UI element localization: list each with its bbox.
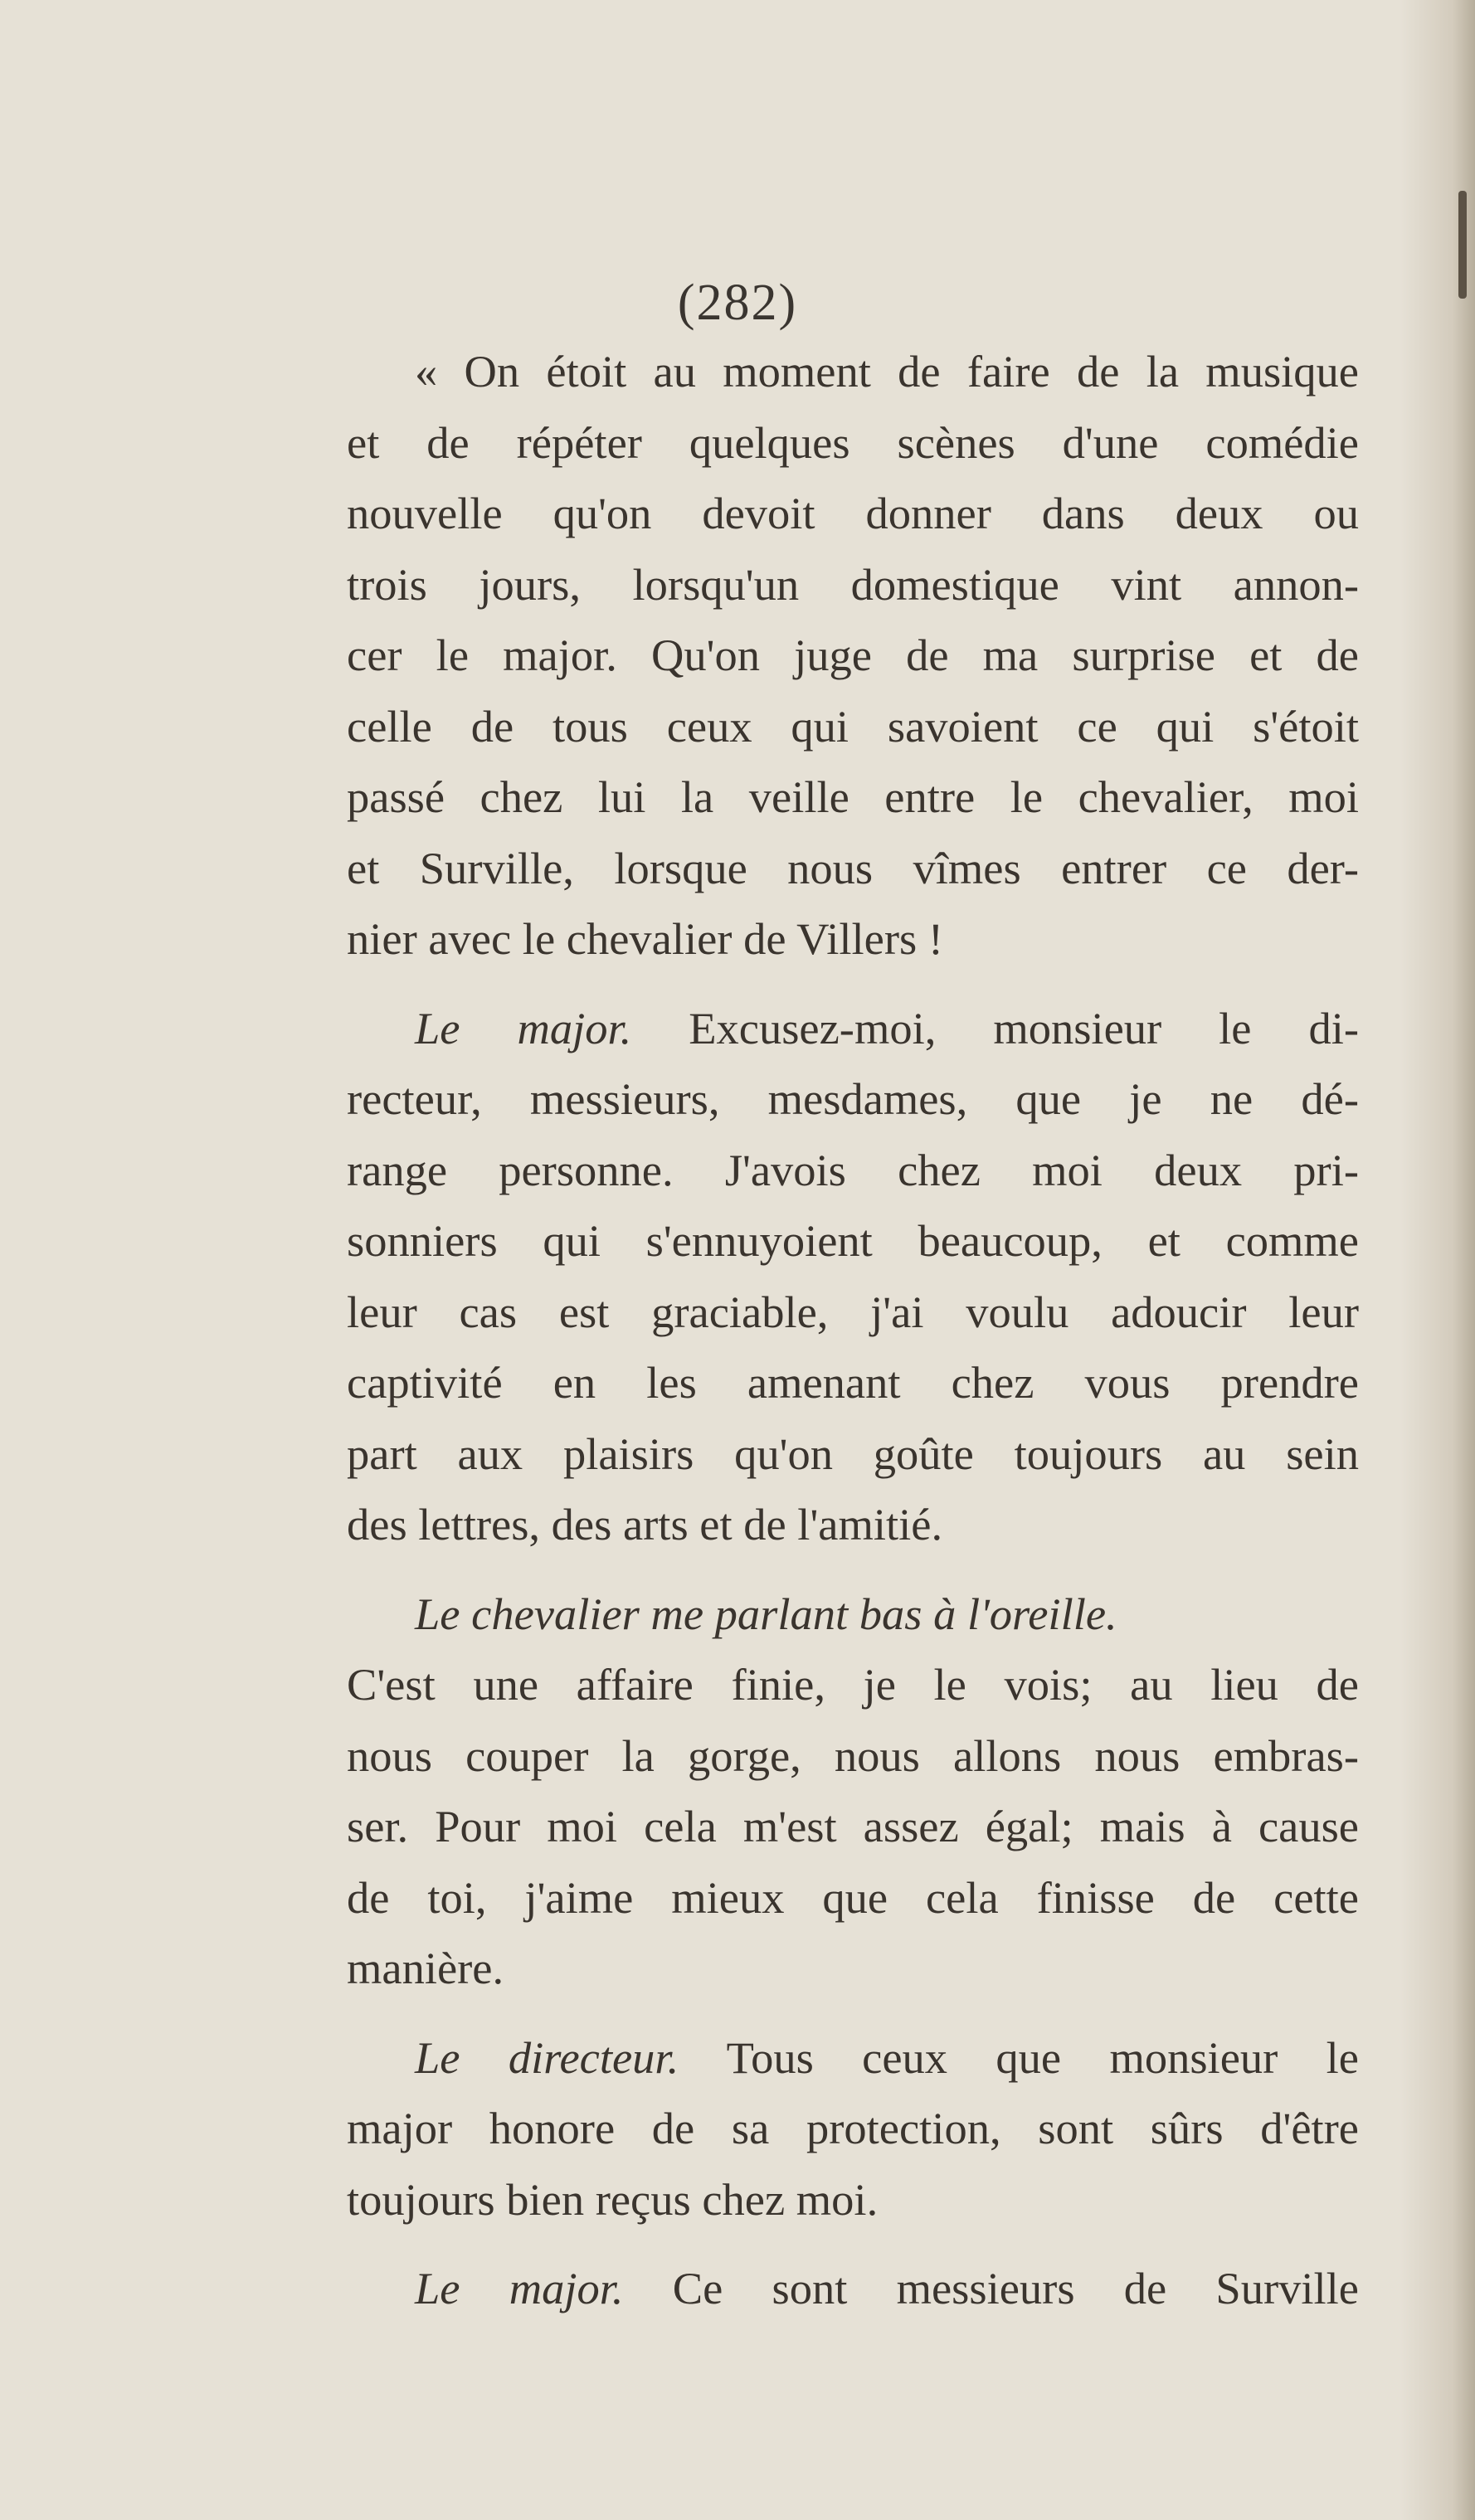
text-line bbox=[347, 336, 1359, 407]
line-text: toujours bien reçus chez moi. bbox=[347, 2173, 879, 2225]
line-text: ser. Pour moi cela m'est assez égal; mais à cause bbox=[347, 1801, 1359, 1851]
line-text: nouvelle qu'on devoit donner dans deux ou bbox=[347, 488, 1359, 538]
line-text: major honore de sa protection, sont sûrs d'être bbox=[347, 2103, 1359, 2153]
text-line bbox=[347, 2253, 1359, 2324]
text-line bbox=[347, 1649, 1359, 1720]
text-line bbox=[347, 1347, 1359, 1418]
line-text: Tous ceux que monsieur le bbox=[679, 2031, 1359, 2083]
text-line bbox=[347, 1277, 1359, 1348]
paragraph-gap bbox=[347, 2004, 1359, 2022]
speaker-name: Le major. bbox=[415, 2263, 624, 2313]
text-line bbox=[347, 1579, 1359, 1650]
page-text-body bbox=[347, 336, 1359, 2324]
line-text: et de répéter quelques scènes d'une comédie bbox=[347, 416, 1359, 468]
line-text: passé chez lui la veille entre le chevalier, moi bbox=[347, 771, 1359, 822]
line-text: cer le major. Qu'on juge de ma surprise et de bbox=[347, 630, 1359, 680]
page-number: (282) bbox=[677, 275, 798, 331]
text-line bbox=[347, 620, 1359, 691]
text-line bbox=[347, 478, 1359, 549]
line-text: sonniers qui s'ennuyoient beaucoup, et comme bbox=[347, 1215, 1359, 1266]
line-text: part aux plaisirs qu'on goûte toujours au sein bbox=[347, 1428, 1359, 1479]
text-line bbox=[347, 1063, 1359, 1135]
text-line bbox=[347, 407, 1359, 479]
speaker-name: Le major. bbox=[415, 1002, 632, 1053]
text-line bbox=[347, 549, 1359, 620]
line-text: range personne. J'avois chez moi deux pri- bbox=[347, 1144, 1359, 1195]
line-text: de toi, j'aime mieux que cela finisse de cette bbox=[347, 1871, 1359, 1923]
speaker-name: Le chevalier me parlant bas à l'oreille. bbox=[415, 1588, 1117, 1639]
text-line bbox=[347, 833, 1359, 904]
text-line bbox=[347, 903, 1359, 975]
text-line bbox=[347, 2093, 1359, 2164]
text-line bbox=[347, 993, 1359, 1064]
text-line bbox=[347, 1862, 1359, 1934]
text-line bbox=[347, 2022, 1359, 2094]
line-text: captivité en les amenant chez vous prendre bbox=[347, 1357, 1359, 1408]
line-text: celle de tous ceux qui savoient ce qui s'étoit bbox=[347, 700, 1359, 752]
text-line bbox=[347, 1720, 1359, 1792]
text-line bbox=[347, 761, 1359, 833]
text-line bbox=[347, 1933, 1359, 2004]
text-line bbox=[347, 691, 1359, 762]
text-line bbox=[347, 1791, 1359, 1862]
page-edge-shadow bbox=[1400, 0, 1475, 2520]
speaker-name: Le directeur. bbox=[415, 2031, 679, 2083]
text-line bbox=[347, 1205, 1359, 1277]
line-text: et Surville, lorsque nous vîmes entrer ce der- bbox=[347, 842, 1359, 893]
line-text: manière. bbox=[347, 1943, 504, 1993]
line-text: des lettres, des arts et de l'amitié. bbox=[347, 1499, 943, 1549]
line-text: « On étoit au moment de faire de la musique bbox=[415, 346, 1359, 396]
line-text: C'est une affaire finie, je le vois; au lieu de bbox=[347, 1659, 1359, 1710]
line-text: trois jours, lorsqu'un domestique vint annon- bbox=[347, 558, 1359, 610]
text-line bbox=[347, 1135, 1359, 1206]
line-text: Excusez-moi, monsieur le di- bbox=[631, 1002, 1359, 1053]
line-text: leur cas est graciable, j'ai voulu adoucir leur bbox=[347, 1286, 1359, 1337]
paragraph-gap bbox=[347, 975, 1359, 993]
paragraph-gap bbox=[347, 2235, 1359, 2253]
line-text: Ce sont messieurs de Surville bbox=[623, 2263, 1359, 2313]
text-line bbox=[347, 1489, 1359, 1560]
line-text: nier avec le chevalier de Villers ! bbox=[347, 913, 943, 964]
text-line bbox=[347, 1418, 1359, 1490]
text-line bbox=[347, 2164, 1359, 2235]
line-text: recteur, messieurs, mesdames, que je ne dé- bbox=[347, 1073, 1359, 1124]
line-text: nous couper la gorge, nous allons nous embras- bbox=[347, 1729, 1359, 1781]
paragraph-gap bbox=[347, 1560, 1359, 1579]
